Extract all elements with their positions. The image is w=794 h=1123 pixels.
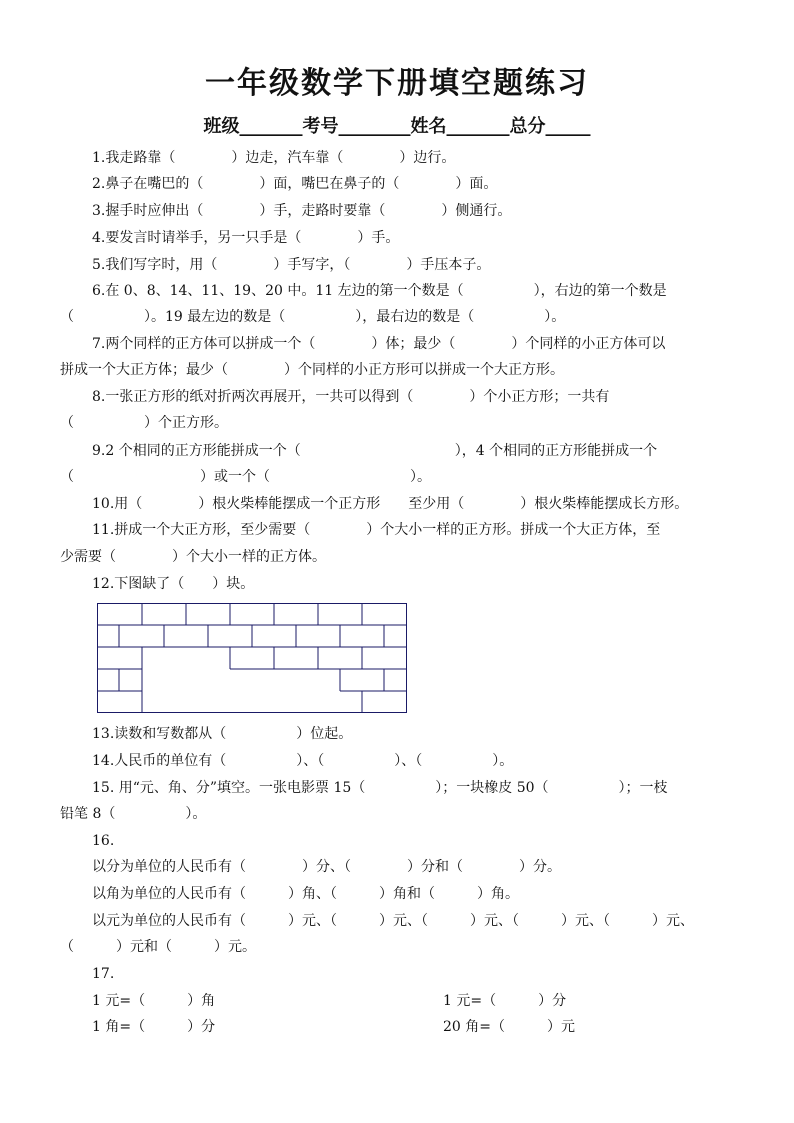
question-16-line-1: 以分为单位的人民币有（ ）分、（ ）分和（ ）分。 [92, 859, 561, 875]
question-7: 7.两个同样的正方体可以拼成一个（ ）体；最少（ ）个同样的小正方体可以 [92, 336, 666, 352]
brick-wall-figure [97, 603, 407, 713]
question-2: 2.鼻子在嘴巴的（ ）面，嘴巴在鼻子的（ ）面。 [92, 176, 498, 192]
question-14: 14.人民币的单位有（ ）、（ ）、（ ）。 [92, 753, 514, 769]
question-10: 10.用（ ）根火柴棒能摆成一个正方形 至少用（ ）根火柴棒能摆成长方形。 [92, 496, 689, 512]
question-16-line-2: 以角为单位的人民币有（ ）角、（ ）角和（ ）角。 [92, 886, 519, 902]
question-17-item-4: 20 角=（ ）元 [443, 1019, 575, 1035]
question-15-cont: 铅笔 8（ ）。 [60, 806, 207, 822]
question-1: 1.我走路靠（ ）边走，汽车靠（ ）边行。 [92, 150, 456, 166]
question-5: 5.我们写字时，用（ ）手写字，（ ）手压本子。 [92, 257, 491, 273]
question-15: 15. 用“元、角、分”填空。一张电影票 15（ ）；一块橡皮 50（ ）；一枝 [92, 780, 668, 796]
question-16-line-3-cont: （ ）元和（ ）元。 [60, 939, 256, 955]
question-8: 8.一张正方形的纸对折两次再展开，一共可以得到（ ）个小正方形；一共有 [92, 389, 610, 405]
question-8-cont: （ ）个正方形。 [60, 415, 228, 431]
page-title: 一年级数学下册填空题练习 [205, 66, 589, 101]
question-12: 12.下图缺了（ ）块。 [92, 576, 255, 592]
question-11: 11.拼成一个大正方形，至少需要（ ）个大小一样的正方形。拼成一个大正方体，至 [92, 522, 661, 538]
question-4: 4.要发言时请举手，另一只手是（ ）手。 [92, 230, 400, 246]
student-info-line: 班级_______考号________姓名_______总分_____ [203, 116, 591, 137]
question-6: 6.在 0、8、14、11、19、20 中。11 左边的第一个数是（ ），右边的第一个数是 [92, 283, 667, 299]
question-9-cont: （ ）或一个（ ）。 [60, 469, 431, 485]
question-7-cont: 拼成一个大正方体；最少（ ）个同样的小正方形可以拼成一个大正方形。 [60, 362, 564, 378]
question-16: 16. [92, 833, 115, 849]
question-17-item-2: 1 元=（ ）分 [443, 993, 567, 1009]
question-11-cont: 少需要（ ）个大小一样的正方体。 [60, 549, 326, 565]
question-6-cont: （ ）。19 最左边的数是（ ），最右边的数是（ ）。 [60, 309, 566, 325]
question-17-item-3: 1 角=（ ）分 [92, 1019, 216, 1035]
question-17: 17. [92, 966, 115, 982]
question-17-item-1: 1 元=（ ）角 [92, 993, 216, 1009]
question-16-line-3: 以元为单位的人民币有（ ）元、（ ）元、（ ）元、（ ）元、（ ）元、 [92, 913, 694, 929]
question-9: 9.2 个相同的正方形能拼成一个（ ），4 个相同的正方形能拼成一个 [92, 443, 658, 459]
question-13: 13.读数和写数都从（ ）位起。 [92, 726, 353, 742]
question-3: 3.握手时应伸出（ ）手，走路时要靠（ ）侧通行。 [92, 203, 512, 219]
